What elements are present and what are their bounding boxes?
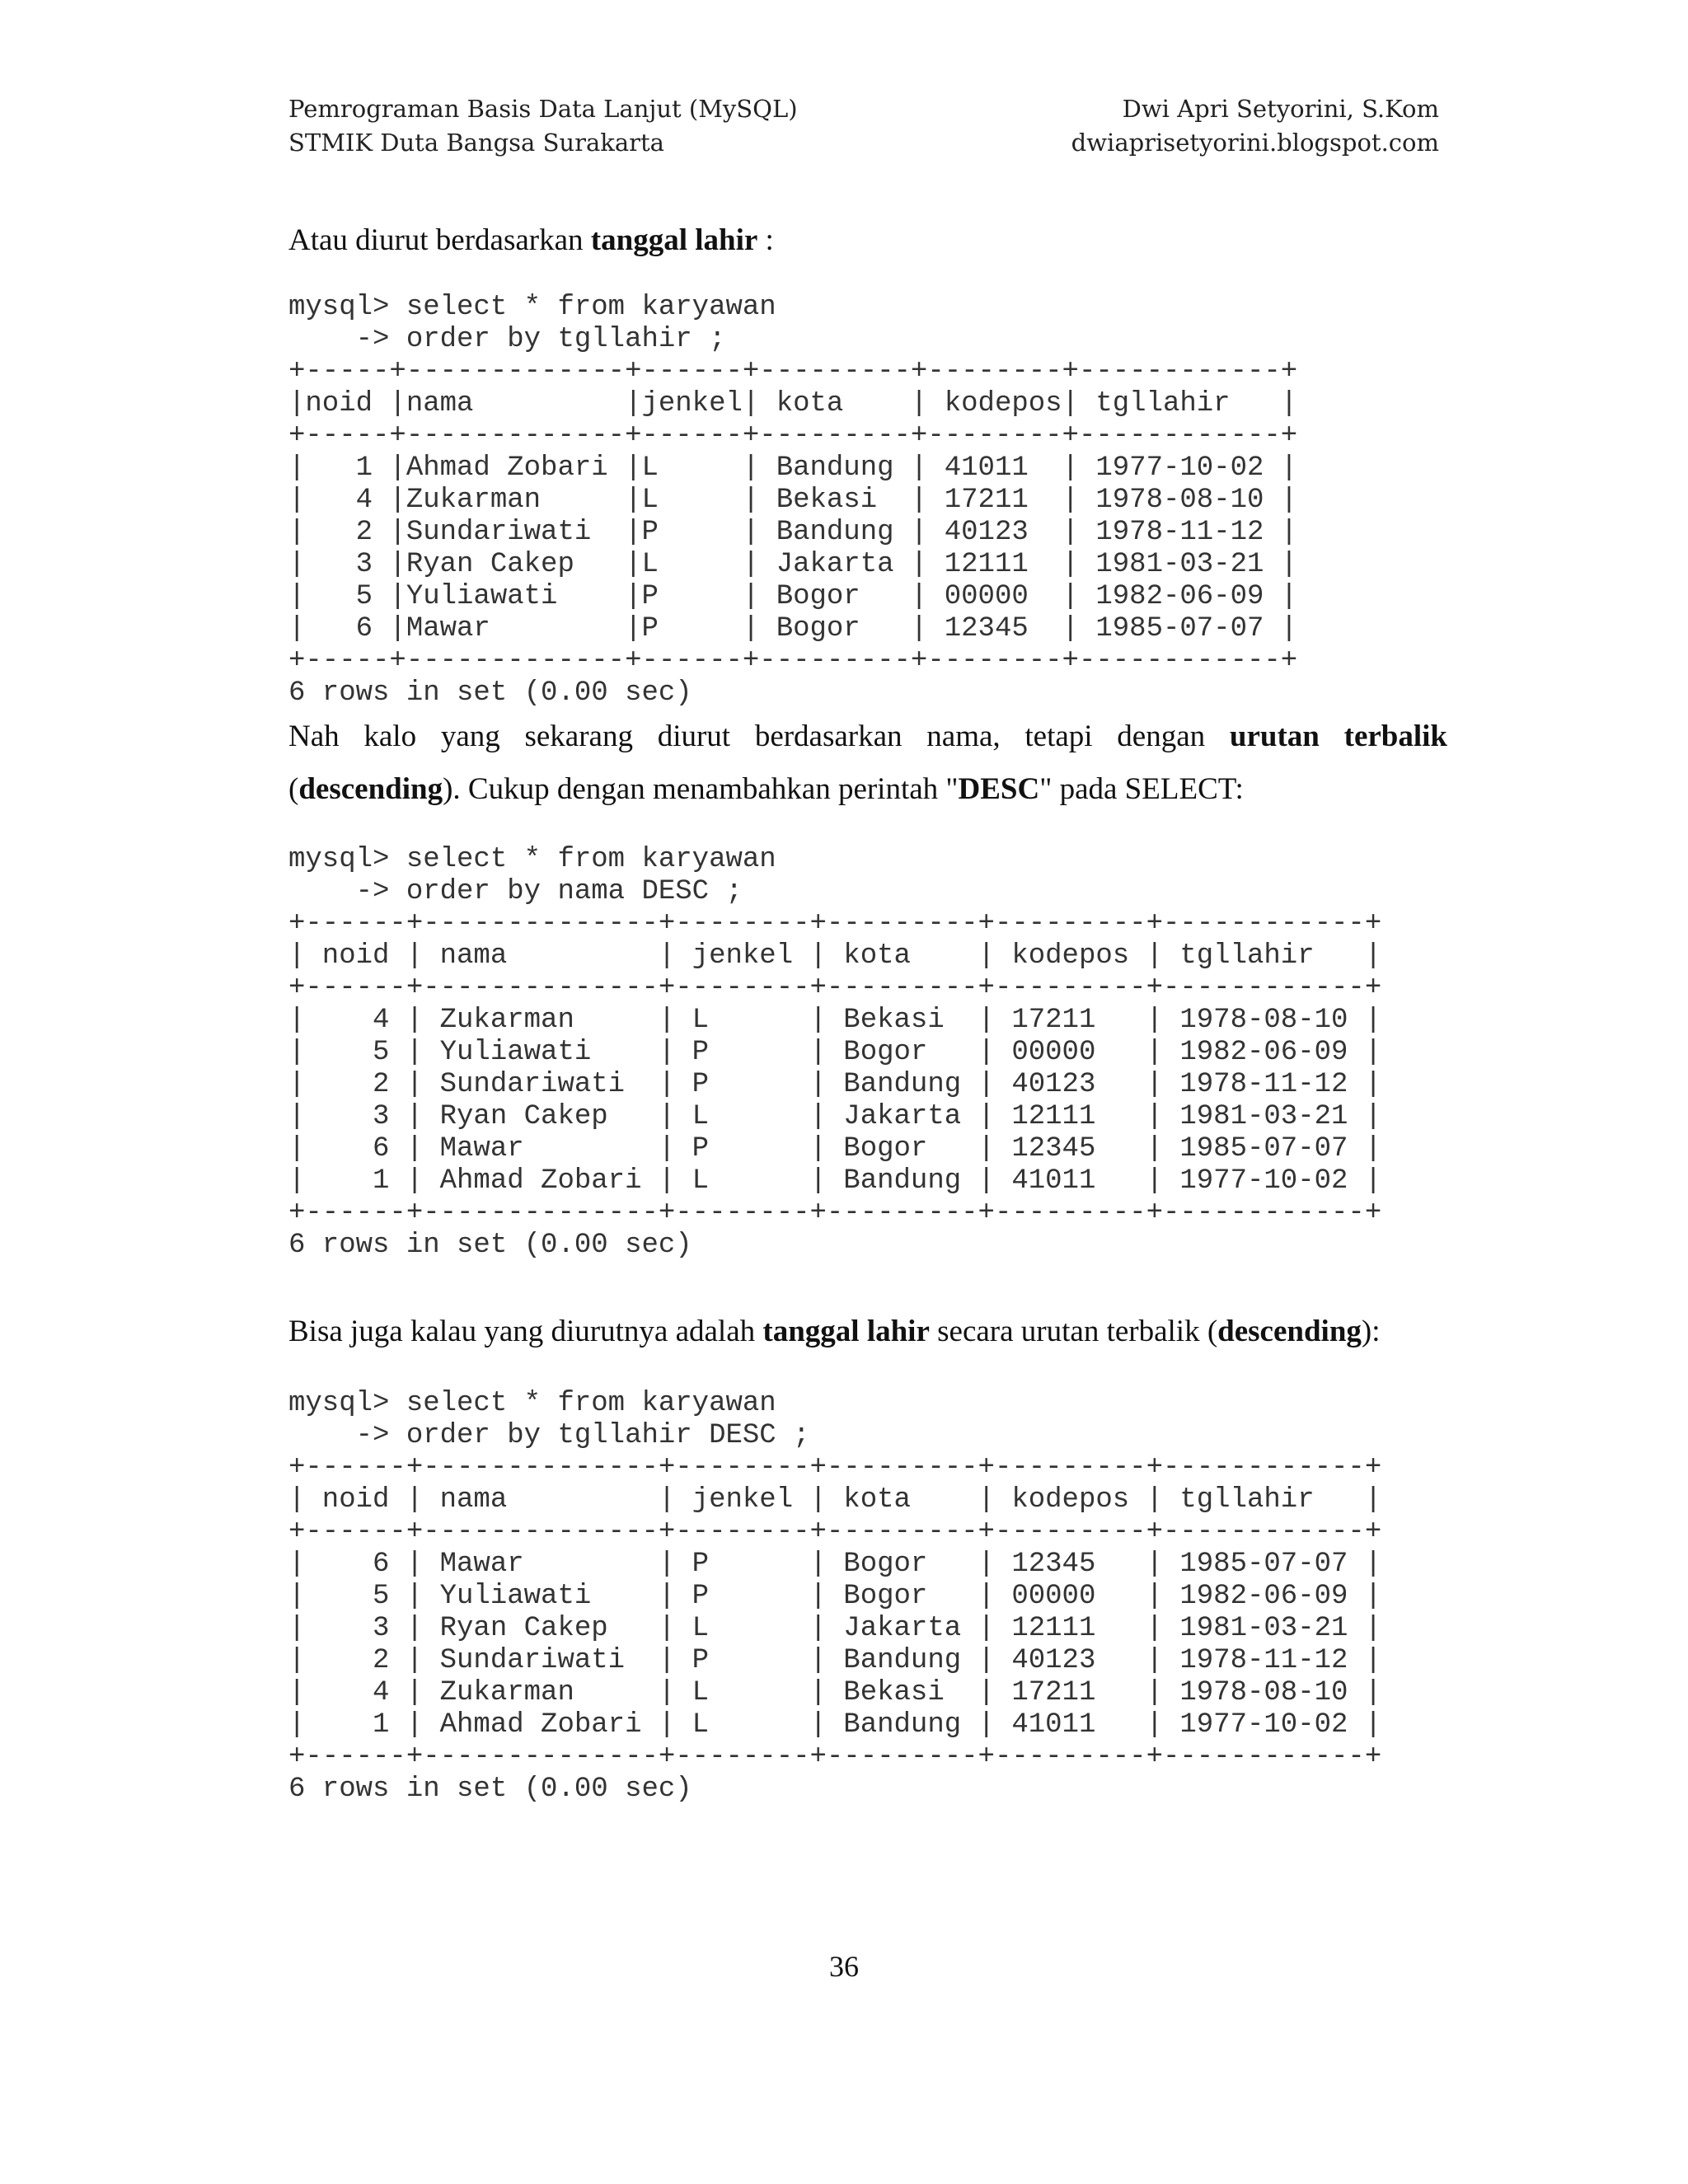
section3-text-a: Bisa juga kalau yang diurutnya adalah (288, 1315, 763, 1348)
section3-bold-b: descending (1217, 1315, 1362, 1348)
section3-text-c: ): (1361, 1315, 1381, 1348)
section2-bold-c: DESC (958, 772, 1040, 806)
section3-query-line1: mysql> select * from karyawan (288, 1388, 776, 1419)
section2-bold-a: urutan terbalik (1229, 719, 1447, 753)
section2-text-b: ( (288, 772, 299, 806)
section2-status-line: 6 rows in set (0.00 sec) (288, 1230, 692, 1261)
section2-result-table: +------+--------------+--------+---------+---------+------------+ | noid | nama | jenkel | kota | kodepos | tgllahir | +------+--------------+--------+---------+---------+------------+ | 4 | Zukarman | L | Bekasi | 17211 | 1978-08-10 | | 5 | Yuliawati | P | Bogor | 00000 | 1982-06-09 | | 2 | Sundariwati | P | Bandung | 40123 | 1978-11-12 | | 3 | Ryan Cakep | L | Jakarta | 12111 | 1981-03-21 | | 6 | Mawar | P | Bogor | 12345 | 1985-07-07 | | 1 | Ahmad Zobari | L | Bandung | 41011 | 1977-10-02 | +------+--------------+--------+---------+---------+------------+ (288, 908, 1382, 1229)
section3-result-table: +------+--------------+--------+---------+---------+------------+ | noid | nama | jenkel | kota | kodepos | tgllahir | +------+--------------+--------+---------+---------+------------+ | 6 | Mawar | P | Bogor | 12345 | 1985-07-07 | | 5 | Yuliawati | P | Bogor | 00000 | 1982-06-09 | | 3 | Ryan Cakep | L | Jakarta | 12111 | 1981-03-21 | | 2 | Sundariwati | P | Bandung | 40123 | 1978-11-12 | | 4 | Zukarman | L | Bekasi | 17211 | 1978-08-10 | | 1 | Ahmad Zobari | L | Bandung | 41011 | 1977-10-02 | +------+--------------+--------+---------+---------+------------+ (288, 1452, 1382, 1773)
section3-bold-a: tanggal lahir (762, 1315, 930, 1348)
section1-intro-bold: tanggal lahir (590, 223, 758, 257)
page-number: 36 (829, 1950, 859, 1983)
section2-text-a: Nah kalo yang sekarang diurut berdasarkan nama, tetapi dengan (288, 719, 1230, 753)
section1-result-table: +-----+-------------+------+---------+--------+------------+ |noid |nama |jenkel| kota | kodepos| tgllahir | +-----+-------------+------+---------+--------+------------+ | 1 |Ahmad Zobari |L | Bandung | 41011 | 1977-10-02 | | 4 |Zukarman |L | Bekasi | 17211 | 1978-08-10 | | 2 |Sundariwati |P | Bandung | 40123 | 1978-11-12 | | 3 |Ryan Cakep |L | Jakarta | 12111 | 1981-03-21 | | 5 |Yuliawati |P | Bogor | 00000 | 1982-06-09 | | 6 |Mawar |P | Bogor | 12345 | 1985-07-07 | +-----+-------------+------+---------+--------+------------+ (288, 356, 1298, 677)
section1-code-block (288, 292, 1297, 710)
header-blog-url: dwiaprisetyorini.blogspot.com (1071, 129, 1439, 157)
section2-query-line2: -> order by nama DESC ; (288, 876, 743, 907)
header-institution: STMIK Duta Bangsa Surakarta (288, 129, 664, 157)
section1-intro-end: : (757, 223, 774, 257)
section3-code-block (288, 1388, 1381, 1806)
section2-query-line1: mysql> select * from karyawan (288, 844, 776, 875)
section1-intro-paragraph (288, 225, 1447, 255)
section1-query-line2: -> order by tgllahir ; (288, 324, 726, 355)
section3-text-b: secara urutan terbalik ( (929, 1315, 1218, 1348)
section3-status-line: 6 rows in set (0.00 sec) (288, 1774, 692, 1805)
section2-code-block (288, 844, 1381, 1262)
section2-text-c: ). Cukup dengan menambahkan perintah " (443, 772, 959, 806)
section1-status-line: 6 rows in set (0.00 sec) (288, 677, 692, 709)
section3-paragraph (288, 1316, 1447, 1347)
section2-text-d: " pada SELECT: (1039, 772, 1244, 806)
section1-intro-text: Atau diurut berdasarkan (288, 223, 591, 257)
header-author: Dwi Apri Setyorini, S.Kom (1122, 95, 1439, 123)
header-course-title: Pemrograman Basis Data Lanjut (MySQL) (288, 95, 798, 123)
section3-query-line2: -> order by tgllahir DESC ; (288, 1420, 810, 1451)
section2-bold-b: descending (298, 772, 443, 806)
section2-paragraph (288, 710, 1447, 816)
section1-query-line1: mysql> select * from karyawan (288, 292, 776, 323)
